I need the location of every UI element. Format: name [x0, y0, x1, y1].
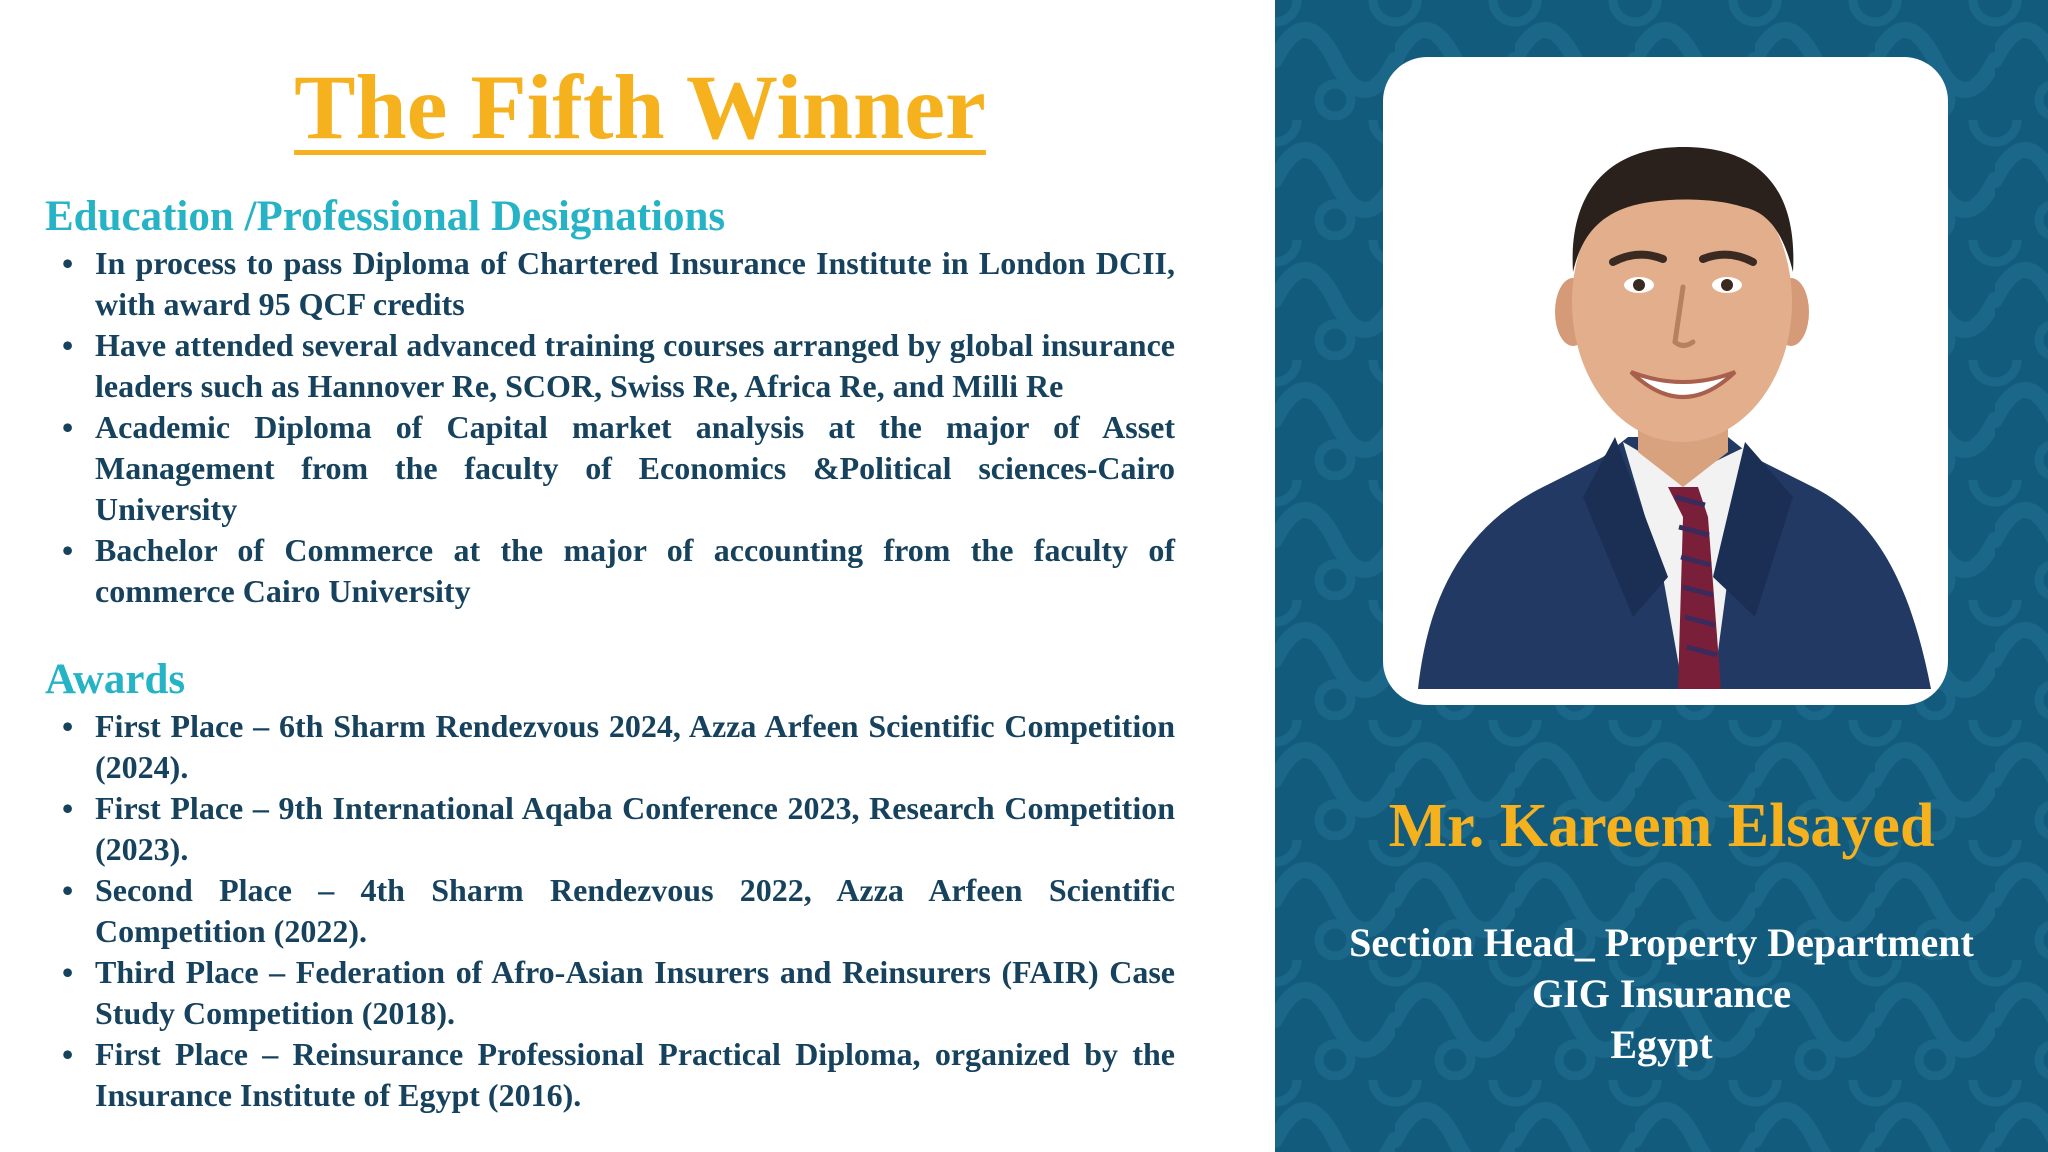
- education-heading: Education /Professional Designations: [45, 193, 726, 240]
- bullet-icon: •: [62, 327, 74, 363]
- list-item: • First Place – Reinsurance Professional Practical Diploma, organized by the Insurance Institute of Egypt (2016).: [62, 1036, 1175, 1113]
- education-list: [45, 243, 1175, 612]
- list-item: • First Place – 6th Sharm Rendezvous 2024, Azza Arfeen Scientific Competition (2024).: [62, 708, 1175, 785]
- bullet-icon: •: [62, 245, 74, 281]
- bullet-icon: •: [62, 532, 74, 568]
- winner-name: Mr. Kareem Elsayed: [1388, 792, 1935, 860]
- company-name: GIG Insurance: [1532, 971, 1791, 1016]
- job-title: Section Head_ Property Department: [1349, 920, 1974, 965]
- page-title: The Fifth Winner: [294, 56, 986, 158]
- list-item: • Second Place – 4th Sharm Rendezvous 2022, Azza Arfeen Scientific Competition (2022).: [62, 872, 1175, 949]
- person-portrait-image: [1383, 57, 1948, 705]
- profile-panel: [1275, 0, 2048, 1152]
- bullet-icon: •: [62, 790, 74, 826]
- bullet-icon: •: [62, 409, 74, 445]
- list-item: • Third Place – Federation of Afro-Asian Insurers and Reinsurers (FAIR) Case Study Competition (2018).: [62, 954, 1175, 1031]
- list-item: • Academic Diploma of Capital market analysis at the major of Asset Management from the faculty of Economics &Political sciences-Cairo University: [62, 409, 1175, 527]
- country: Egypt: [1610, 1022, 1713, 1067]
- bullet-icon: •: [62, 954, 74, 990]
- list-item: • Have attended several advanced training courses arranged by global insurance leaders such as Hannover Re, SCOR, Swiss Re, Africa Re, and Milli Re: [62, 327, 1175, 404]
- list-item: • First Place – 9th International Aqaba Conference 2023, Research Competition (2023).: [62, 790, 1175, 867]
- profile-photo: [1383, 57, 1948, 705]
- list-item: • Bachelor of Commerce at the major of accounting from the faculty of commerce Cairo University: [62, 532, 1175, 609]
- awards-list: [45, 706, 1175, 1116]
- list-item: • In process to pass Diploma of Chartered Insurance Institute in London DCII, with award 95 QCF credits: [62, 245, 1175, 322]
- bullet-icon: •: [62, 872, 74, 908]
- bullet-icon: •: [62, 708, 74, 744]
- bullet-icon: •: [62, 1036, 74, 1072]
- awards-heading: Awards: [45, 656, 186, 703]
